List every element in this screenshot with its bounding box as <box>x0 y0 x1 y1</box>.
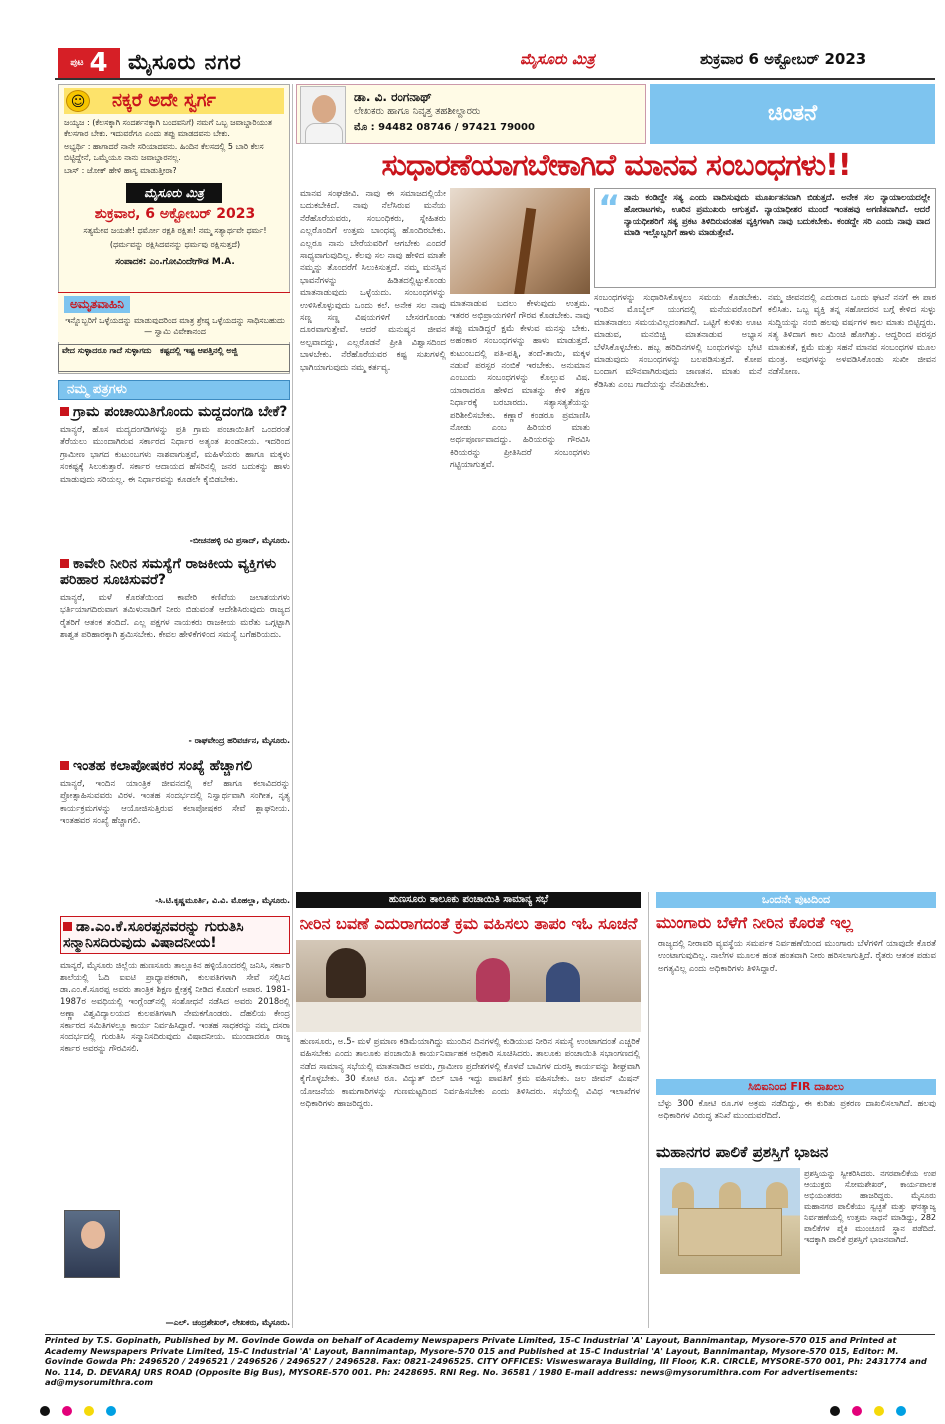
page-label: ಪುಟ <box>70 58 84 68</box>
continued-banner: ಒಂದನೇ ಪುಟದಿಂದ <box>656 892 936 908</box>
hunasur-headline: ನೀರಿನ ಬವಣೆ ಎದುರಾಗದಂತೆ ಕ್ರಮ ವಹಿಸಲು ತಾಪಂ ಇಓ ಸೂಚನೆ <box>299 914 638 933</box>
motto: ಸತ್ಯಮೇವ ಜಯತೇ! ಧರ್ಮೋ ರಕ್ಷತಿ ರಕ್ಷಿತಃ! ನಮ್ಮ ಸತ್ಯಾರ್ಥವೇ ಧರ್ಮ! <box>83 226 267 235</box>
hunasur-banner: ಹುಣಸೂರು ತಾಲೂಕು ಪಂಚಾಯಿತಿ ಸಾಮಾನ್ಯ ಸಭೆ <box>296 892 641 908</box>
amrutha-quote: ಇನ್ನೊಬ್ಬರಿಗೆ ಒಳ್ಳೆಯದನ್ನು ಮಾಡುವುದರಿಂದ ಮಾತ್ರ ಶ್ರೇಷ್ಠ ಒಳ್ಳೆಯದನ್ನು ಸಾಧಿಸಬಹುದು — ಸ್ವಾಮಿ ವಿವೇಕಾನಂದ <box>65 316 285 336</box>
letter-4-signature: —ಎಲ್. ಚಂದ್ರಶೇಖರ್, ಲೇಖಕರು, ಮೈಸೂರು. <box>165 1318 290 1327</box>
article-col-2: ಮಾತನಾಡುವ ಬದಲು ಕೇಳುವುದು ಉತ್ತಮ. ಇತರರ ಅಭಿಪ್ರಾಯಗಳಿಗೆ ಗೌರವ ಕೊಡಬೇಕು. ನಾವು ತಪ್ಪು ಮಾಡಿದ್ದರೆ ಕ್ಷಮೆ ಕೇಳುವ ಮನಸ್ಸು ಬೇಕು. ಅಹಂಕಾರ ಸಂಬಂಧಗಳನ್ನು ಹಾಳು ಮಾಡುತ್ತದೆ. ಕುಟುಂಬದಲ್ಲಿ ಪತಿ-ಪತ್ನಿ, ತಂದೆ-ತಾಯಿ, ಮಕ್ಕಳ ನಡುವೆ ಪರಸ್ಪರ ನಂಬಿಕೆ ಇರಬೇಕು. ಅನುಮಾನ ಎಂಬುದು ಸಂಬಂಧಗಳನ್ನು ಕೊಲ್ಲುವ ವಿಷ. ಯಾರಾದರೂ ಹೇಳಿದ ಮಾತನ್ನು ಕೇಳಿ ತಕ್ಷಣ ನಿರ್ಧಾರಕ್ಕೆ ಬರಬಾರದು. ಸತ್ಯಾಸತ್ಯತೆಯನ್ನು ಪರಿಶೀಲಿಸಬೇಕು. ಕಣ್ಣಾರೆ ಕಂಡರೂ ಪ್ರಮಾಣಿಸಿ ನೋಡು ಎಂಬ ಹಿರಿಯರ ಮಾತು ಅರ್ಥಪೂರ್ಣವಾದದ್ದು. ಹಿರಿಯರನ್ನು ಗೌರವಿಸಿ ಕಿರಿಯರನ್ನು ಪ್ರೀತಿಸಿದರೆ ಸಂಬಂಧಗಳು ಗಟ್ಟಿಯಾಗುತ್ತವೆ. <box>450 299 590 471</box>
proverb-right: ಕಷ್ಟದಲ್ಲಿ ಇಷ್ಟ ಆಪತ್ತಿನಲ್ಲಿ ಅಜ್ಜಿ <box>160 346 238 355</box>
masthead-logo: ಮೈಸೂರು ಮಿತ್ರ <box>520 50 595 68</box>
laughing-face-icon: ☺ <box>66 90 90 112</box>
palike-building-photo <box>660 1168 800 1274</box>
registration-dot <box>106 1406 116 1416</box>
article-col-3: ಸಂಬಂಧಗಳನ್ನು ಸುಧಾರಿಸಿಕೊಳ್ಳಲು ಸಮಯ ಕೊಡಬೇಕು. ಇಂದಿನ ಮೊಬೈಲ್ ಯುಗದಲ್ಲಿ ಮನೆಯವರೊಂದಿಗೆ ಮಾತನಾಡಲು ಸಮಯವಿಲ್ಲದಂತಾಗಿದೆ. ಒಟ್ಟಿಗೆ ಕುಳಿತು ಊಟ ಮಾಡುವ, ಮನಬಿಚ್ಚಿ ಮಾತನಾಡುವ ಅಭ್ಯಾಸ ಬೆಳೆಸಿಕೊಳ್ಳಬೇಕು. ಹಬ್ಬ ಹರಿದಿನಗಳಲ್ಲಿ ಬಂಧುಗಳನ್ನು ಭೇಟಿ ಮಾಡುವುದು ಸಂಬಂಧಗಳನ್ನು ಬಲಪಡಿಸುತ್ತದೆ. ಕೋಪ ಬಂದಾಗ ಮೌನವಾಗಿರುವುದು ಜಾಣತನ. ಮಾತು ಮನೆ ಕೆಡಿಸಿತು ಎಂಬ ಗಾದೆಯನ್ನು ನೆನಪಿಡಬೇಕು. <box>594 293 762 390</box>
meeting-photo <box>296 940 641 1032</box>
letter-3-signature: -ಸಿ.ಟಿ.ಕೃಷ್ಣಮೂರ್ತಿ, ವಿ.ವಿ. ಮೊಹಲ್ಲಾ, ಮೈಸೂರು. <box>155 896 290 905</box>
registration-dot <box>62 1406 72 1416</box>
letter-1-heading: ಗ್ರಾಮ ಪಂಚಾಯಿತಿಗೊಂದು ಮದ್ದದಂಗಡಿ ಬೇಕೆ? <box>60 404 290 420</box>
mungaru-body: ರಾಜ್ಯದಲ್ಲಿ ನೀರಾವರಿ ವ್ಯವಸ್ಥೆಯ ಸಮರ್ಪಕ ನಿರ್ವಹಣೆಯಿಂದ ಮುಂಗಾರು ಬೆಳೆಗಳಿಗೆ ಯಾವುದೇ ಕೊರತೆ ಉಂಟಾಗುವುದಿಲ್ಲ. ನಾಲೆಗಳ ಮೂಲಕ ಹಂತ ಹಂತವಾಗಿ ನೀರು ಹರಿಸಲಾಗುತ್ತಿದೆ. ರೈತರು ಆತಂಕ ಪಡುವ ಅಗತ್ಯವಿಲ್ಲ ಎಂದು ಅಧಿಕಾರಿಗಳು ತಿಳಿಸಿದ್ದಾರೆ. <box>658 939 936 974</box>
author-photo <box>300 86 346 144</box>
registration-dot <box>830 1406 840 1416</box>
registration-dot <box>896 1406 906 1416</box>
registration-dot <box>874 1406 884 1416</box>
article-headline: ಸುಧಾರಣೆಯಾಗಬೇಕಾಗಿದೆ ಮಾನವ ಸಂಬಂಧಗಳು!! <box>381 148 851 183</box>
fir-body: ಬೆಳ್ಳು 300 ಕೋಟಿ ರೂ.ಗಳ ಅಕ್ರಮ ನಡೆದಿದ್ದು, ಈ ಕುರಿತು ಪ್ರಕರಣ ದಾಖಲಿಸಲಾಗಿದೆ. ಹಲವು ಅಧಿಕಾರಿಗಳ ವಿರುದ್ಧ ತನಿಖೆ ಮುಂದುವರೆದಿದೆ. <box>658 1099 936 1122</box>
letter-2-heading: ಕಾವೇರಿ ನೀರಿನ ಸಮಸ್ಯೆಗೆ ರಾಜಕೀಯ ವ್ಯಕ್ತಿಗಳು ಪರಿಹಾರ ಸೂಚಿಸುವರೆ? <box>60 556 277 588</box>
author-role: ಲೇಖಕರು ಹಾಗೂ ನಿವೃತ್ತ ತಹಶೀಲ್ದಾರರು <box>354 106 481 117</box>
pull-quote: ನಾನು ಕಂಡಿದ್ದೇ ಸತ್ಯ ಎಂದು ವಾದಿಸುವುದು ಮೂರ್ಖತನವಾಗಿ ಬಿಡುತ್ತದೆ. ಅನೇಕ ಸಲ ನ್ಯಾಯಾಲಯದಲ್ಲೇ ಹೋರಾಟಗಳು, ಊರಿನ ಪ್ರಮುಖರು ಆಗುತ್ತವೆ. ನ್ಯಾಯಾಧೀಶರ ಮುಂದೆ ಇಂತಹವು ಅಗಣಿತವಾಗಿದೆ. ಆದರೆ ನ್ಯಾಯಧೀಶರಿಗೆ ಸತ್ಯ ಪ್ರಕಟ ತಿಳಿದಿರುವಂತಹ ವ್ಯಕ್ತಿಗಳಾಗಿ ನಾವು ಬದುಕಬೇಕು. ಕಂಡದ್ದೇ ಸರಿ ಎಂದು ನಾವು ವಾದ ಮಾಡಿ ಇಲ್ಲೊಬ್ಬರಿಗೆ ಹಾಳು ಮಾಡುತ್ತೇವೆ. <box>624 192 930 238</box>
proverb-left: ವೇದ ಸುಳ್ಳಾದರೂ ಗಾದೆ ಸುಳ್ಳಾಗದು <box>62 346 152 355</box>
joke-line-1: ಜಯ್ಯಜ : (ಕೆಲಸಕ್ಕಾಗಿ ಸಂದರ್ಶನಕ್ಕಾಗಿ ಬಂದವನಿಗೆ) ನಮಗೆ ಒಬ್ಬ ಜವಾಬ್ದಾರಿಯುತ ಕೆಲಸಗಾರ ಬೇಕು. ಇದುವರೆಗೂ ಎಂದು ತಪ್ಪು ಮಾಡದವನು ಬೇಕು. <box>64 118 273 138</box>
joke-line-3: ಬಾಸ್ : ಜೋಕ್ ಹೇಳಿ ಹಾಸ್ಯ ಮಾಡುತ್ತೀರಾ? <box>64 166 177 175</box>
registration-dot <box>852 1406 862 1416</box>
palike-body: ಪ್ರಶಸ್ತಿಯನ್ನು ಸ್ವೀಕರಿಸಿದರು. ನಗರಪಾಲಿಕೆಯ ಉಪ ಆಯುಕ್ತರು ಸೋಮಶೇಖರ್, ಕಾರ್ಯಪಾಲಕ ಅಭಿಯಂತರರು ಹಾಜರಿದ್ದರು. ಮೈಸೂರು ಮಹಾನಗರ ಪಾಲಿಕೆಯು ಸ್ವಚ್ಛತೆ ಮತ್ತು ಘನತ್ಯಾಜ್ಯ ನಿರ್ವಹಣೆಯಲ್ಲಿ ಉತ್ತಮ ಸಾಧನೆ ಮಾಡಿದ್ದು, 282 ಪಾಲಿಕೆಗಳ ಪೈಕಿ ಮುಂಚೂಣಿ ಸ್ಥಾನ ಪಡೆದಿದೆ. ಇದಕ್ಕಾಗಿ ಪಾಲಿಕೆ ಪ್ರಶಸ್ತಿಗೆ ಭಾಜನವಾಗಿದೆ. <box>804 1169 936 1244</box>
registration-dot <box>40 1406 50 1416</box>
mungaru-headline: ಮುಂಗಾರು ಬೆಳೆಗೆ ನೀರಿನ ಕೊರತೆ ಇಲ್ಲ <box>656 913 853 932</box>
quote-mark-icon: “ <box>598 188 621 228</box>
hunasur-body: ಹುಣಸೂರು, ಅ.5- ಮಳೆ ಪ್ರಮಾಣ ಕಡಿಮೆಯಾಗಿದ್ದು ಮುಂದಿನ ದಿನಗಳಲ್ಲಿ ಕುಡಿಯುವ ನೀರಿನ ಸಮಸ್ಯೆ ಉಂಟಾಗದಂತೆ ಎಚ್ಚರಿಕೆ ವಹಿಸಬೇಕು ಎಂದು ತಾಲೂಕು ಪಂಚಾಯಿತಿ ಕಾರ್ಯನಿರ್ವಾಹಕ ಅಧಿಕಾರಿ ಸೂಚಿಸಿದರು. ತಾಲೂಕು ಪಂಚಾಯಿತಿ ಸಭಾಂಗಣದಲ್ಲಿ ನಡೆದ ಸಾಮಾನ್ಯ ಸಭೆಯಲ್ಲಿ ಮಾತನಾಡಿದ ಅವರು, ಗ್ರಾಮೀಣ ಪ್ರದೇಶಗಳಲ್ಲಿ ಕೊಳವೆ ಬಾವಿಗಳ ದುರಸ್ತಿ ಕಾರ್ಯವನ್ನು ಶೀಘ್ರವಾಗಿ ಕೈಗೊಳ್ಳಬೇಕು. 30 ಕೋಟಿ ರೂ. ವಿದ್ಯುತ್ ಬಿಲ್ ಬಾಕಿ ಇದ್ದು ಪಾವತಿಗೆ ಕ್ರಮ ವಹಿಸಬೇಕು. ಜಲ ಜೀವನ್ ಮಿಷನ್ ಯೋಜನೆಯ ಕಾಮಗಾರಿಗಳನ್ನು ಗುಣಮಟ್ಟದಿಂದ ನಿರ್ವಹಿಸಬೇಕು ಎಂದು ತಿಳಿಸಿದರು. ಸಭೆಯಲ್ಲಿ ವಿವಿಧ ಇಲಾಖೆಗಳ ಅಧಿಕಾರಿಗಳು ಹಾಜರಿದ್ದರು. <box>300 1037 640 1110</box>
letter-3-heading: ಇಂತಹ ಕಲಾಪೋಷಕರ ಸಂಖ್ಯೆ ಹೆಚ್ಚಾಗಲಿ <box>60 758 290 774</box>
page-number: 4 <box>89 48 108 78</box>
imprint-footer: Printed by T.S. Gopinath, Published by M. Govinde Gowda on behalf of Academy Newspapers Private Limited, 15-C Industrial 'A' Layout, Bannimantap, Mysore-570 015 and Printed at Academy Newspapers Private Limited, 15-C Industrial 'A' Layout, Bannimantap, Mysore-570 015 and Published at 15-C Industrial 'A' Layout, Bannimantap, Mysore-570 015, Editor: M. Govinde Gowda Ph: 2496520 / 2496521 / 2496526 / 2496527 / 2496528. Fax: 0821-2496525. CITY OFFICES: Visweswaraya Building, III Floor, K.R. CIRCLE, MYSORE-570 001, Ph: 2431774 and No. 114, D. DEVARAJ URS ROAD (Opposite Big Bus), MYSORE-570 001. Ph: 2428695. RNI Reg. No. 36581 / 1980 E-mail address: news@mysorumithra.com For advertisements: ad@mysorumithra.com <box>45 1334 935 1386</box>
palike-headline: ಮಹಾನಗರ ಪಾಲಿಕೆ ಪ್ರಶಸ್ತಿಗೆ ಭಾಜನ <box>656 1143 829 1161</box>
nakkare-title: ನಕ್ಕರೆ ಅದೇ ಸ್ವರ್ಗ <box>64 88 284 114</box>
header-date: ಶುಕ್ರವಾರ 6 ಅಕ್ಟೋಬರ್ 2023 <box>700 50 867 68</box>
letter-4-body: ಮಾನ್ಯರೆ, ಮೈಸೂರು ಜಿಲ್ಲೆಯ ಹುಣಸೂರು ತಾಲ್ಲೂಕಿನ ಹಳ್ಳಿಯೊಂದರಲ್ಲಿ ಜನಿಸಿ, ಸರ್ಕಾರಿ ಶಾಲೆಯಲ್ಲಿ ಓದಿ ಐಐಟಿ ಪ್ರಾಧ್ಯಾಪಕರಾಗಿ, ಕುಲಪತಿಗಳಾಗಿ ಸೇವೆ ಸಲ್ಲಿಸಿದ ಡಾ.ಎಂ.ಕೆ.ಸೂರಪ್ಪ ಅವರು ತಾಂತ್ರಿಕ ಶಿಕ್ಷಣ ಕ್ಷೇತ್ರಕ್ಕೆ ನೀಡಿದ ಕೊಡುಗೆ ಅಪಾರ. 1981-1987ರ ಅವಧಿಯಲ್ಲಿ ಇಂಗ್ಲೆಂಡ್‌ನಲ್ಲಿ ಸಂಶೋಧನೆ ನಡೆಸಿದ ಅವರು 2018ರಲ್ಲಿ ಅಣ್ಣಾ ವಿಶ್ವವಿದ್ಯಾಲಯದ ಕುಲಪತಿಗಳಾಗಿ ನೇಮಕಗೊಂಡರು. ದೆಹಲಿಯ ಕೇಂದ್ರ ಸರ್ಕಾರದ ಸಮಿತಿಗಳಲ್ಲೂ ಕಾರ್ಯ ನಿರ್ವಹಿಸಿದ್ದಾರೆ. ಇಂತಹ ಸಾಧಕರನ್ನು ನಮ್ಮ ದಸರಾ ಸಂದರ್ಭದಲ್ಲಿ ಗುರುತಿಸಿ ಸನ್ಮಾನಿಸದಿರುವುದು ವಿಷಾದನೀಯ. ಮುಂದಾದರೂ ರಾಜ್ಯ ಸರ್ಕಾರ ಅವರನ್ನು ಗೌರವಿಸಲಿ. <box>60 960 290 1054</box>
author-name: ಡಾ. ವಿ. ರಂಗನಾಥ್ <box>354 90 432 104</box>
mini-date: ಶುಕ್ರವಾರ, 6 ಅಕ್ಟೋಬರ್ 2023 <box>94 206 256 222</box>
amrutha-title: ಅಮೃತವಾಹಿನಿ <box>64 296 130 313</box>
mini-masthead: ಮೈಸೂರು ಮಿತ್ರ <box>126 183 222 203</box>
letter-1-body: ಮಾನ್ಯರೆ, ಹೊಸ ಮದ್ಯದಂಗಡಿಗಳನ್ನು ಪ್ರತಿ ಗ್ರಾಮ ಪಂಚಾಯಿತಿಗೆ ಒಂದರಂತೆ ತೆರೆಯಲು ಮುಂದಾಗಿರುವ ಸರ್ಕಾರದ ನಿರ್ಧಾರ ಅತ್ಯಂತ ಖಂಡನೀಯ. ಇದರಿಂದ ಗ್ರಾಮೀಣ ಭಾಗದ ಕುಟುಂಬಗಳು ನಾಶವಾಗುತ್ತವೆ, ಮಹಿಳೆಯರು ಹಾಗೂ ಮಕ್ಕಳು ಸಂಕಷ್ಟಕ್ಕೆ ಸಿಲುಕುತ್ತಾರೆ. ಸರ್ಕಾರ ಆದಾಯದ ಹೆಸರಿನಲ್ಲಿ ಜನರ ಬದುಕನ್ನು ಹಾಳು ಮಾಡುವುದು ಸರಿಯಲ್ಲ. ಈ ನಿರ್ಧಾರವನ್ನು ಕೂಡಲೇ ಕೈಬಿಡಬೇಕು. <box>60 425 290 485</box>
fir-subhead: ಸಿಬಿಐನಿಂದ FIR ದಾಖಲು <box>656 1079 936 1095</box>
letter-2-body: ಮಾನ್ಯರೆ, ಮಳೆ ಕೊರತೆಯಿಂದ ಕಾವೇರಿ ಕಣಿವೆಯ ಜಲಾಶಯಗಳು ಭರ್ತಿಯಾಗದಿರುವಾಗ ತಮಿಳುನಾಡಿಗೆ ನೀರು ಬಿಡುವಂತೆ ಆದೇಶಿಸಿರುವುದು ರಾಜ್ಯದ ರೈತರಿಗೆ ಆತಂಕ ತಂದಿದೆ. ಎಲ್ಲ ಪಕ್ಷಗಳ ನಾಯಕರು ರಾಜಕೀಯ ಮರೆತು ಒಗ್ಗಟ್ಟಾಗಿ ಶಾಶ್ವತ ಪರಿಹಾರಕ್ಕಾಗಿ ಶ್ರಮಿಸಬೇಕು. ಕೇವಲ ಹೇಳಿಕೆಗಳಿಂದ ಸಮಸ್ಯೆ ಬಗೆಹರಿಯದು. <box>60 593 290 641</box>
page-number-badge <box>58 48 120 78</box>
section-title: ಮೈಸೂರು ನಗರ <box>128 50 242 74</box>
author-phone: ಮೊ : 94482 08746 / 97421 79000 <box>354 122 535 133</box>
letter-3-body: ಮಾನ್ಯರೆ, ಇಂದಿನ ಯಾಂತ್ರಿಕ ಜೀವನದಲ್ಲಿ ಕಲೆ ಹಾಗೂ ಕಲಾವಿದರನ್ನು ಪ್ರೋತ್ಸಾಹಿಸುವವರು ವಿರಳ. ಇಂತಹ ಸಂದರ್ಭದಲ್ಲಿ ನಿಸ್ವಾರ್ಥವಾಗಿ ಸಂಗೀತ, ನೃತ್ಯ ಕಾರ್ಯಕ್ರಮಗಳನ್ನು ಆಯೋಜಿಸುತ್ತಿರುವ ಕಲಾಪೋಷಕರ ಸೇವೆ ಶ್ಲಾಘನೀಯ. ಇಂತಹವರ ಸಂಖ್ಯೆ ಹೆಚ್ಚಾಗಲಿ. <box>60 779 290 827</box>
joke-line-2: ಅಭ್ಯರ್ಥಿ : ಹಾಗಾದರೆ ನಾನೇ ಸರಿಯಾದವನು. ಹಿಂದಿನ ಕೆಲಸದಲ್ಲಿ 5 ಬಾರಿ ಕೆಲಸ ಬಿಟ್ಟಿದ್ದೇನೆ, ಒಮ್ಮೆಯೂ ನಾನು ಜವಾಬ್ದಾರನಲ್ಲ. <box>64 142 264 162</box>
letter-4-heading: ಡಾ.ಎಂ.ಕೆ.ಸೂರಪ್ಪನವರನ್ನು ಗುರುತಿಸಿ ಸನ್ಮಾನಿಸದಿರುವುದು ವಿಷಾದನೀಯ! <box>60 916 290 954</box>
editor-line: ಸಂಪಾದಕ: ಎಂ.ಗೋವಿಂದೇಗೌಡ M.A. <box>115 257 235 267</box>
registration-dot <box>84 1406 94 1416</box>
motto-translation: (ಧರ್ಮವನ್ನು ರಕ್ಷಿಸಿದವನನ್ನು ಧರ್ಮವು ರಕ್ಷಿಸುತ್ತದೆ) <box>109 240 241 249</box>
letters-section-title: ನಮ್ಮ ಪತ್ರಗಳು <box>58 380 290 400</box>
column-label: ಚಿಂತನೆ <box>650 84 935 144</box>
elderly-hands-photo <box>450 188 590 294</box>
letter-1-signature: -ಬೀಚನಹಳ್ಳಿ ರವಿ ಪ್ರಸಾದ್, ಮೈಸೂರು. <box>189 536 290 545</box>
article-col-4: ನಮ್ಮ ಜೀವನದಲ್ಲಿ ಎದುರಾದ ಒಂದು ಘಟನೆ ನನಗೆ ಈ ಪಾಠ ಕಲಿಸಿತು. ಒಬ್ಬ ವ್ಯಕ್ತಿ ತನ್ನ ಸಹೋದರನ ಬಗ್ಗೆ ಕೇಳಿದ ಸುಳ್ಳು ಸುದ್ದಿಯನ್ನು ನಂಬಿ ಹಲವು ವರ್ಷಗಳ ಕಾಲ ಮಾತು ಬಿಟ್ಟಿದ್ದರು. ಸತ್ಯ ತಿಳಿದಾಗ ಕಾಲ ಮಿಂಚಿ ಹೋಗಿತ್ತು. ಆದ್ದರಿಂದ ಪರಸ್ಪರ ಮಾತುಕತೆ, ಕ್ಷಮೆ ಮತ್ತು ಸಹನೆ ಮಾನವ ಸಂಬಂಧಗಳ ಮೂಲ ಮಂತ್ರ. ಅವುಗಳನ್ನು ಅಳವಡಿಸಿಕೊಂಡು ಸುಖೀ ಜೀವನ ನಡೆಸೋಣ. <box>768 293 936 378</box>
article-col-1: ಮಾನವ ಸಂಘಜೀವಿ. ನಾವು ಈ ಸಮಾಜದಲ್ಲಿಯೇ ಬದುಕಬೇಕಿದೆ. ನಾವು ನೆಲೆಸಿರುವ ಮನೆಯ ನೆರೆಹೊರೆಯವರು, ಸಂಬಂಧಿಕರು, ಸ್ನೇಹಿತರು ಎಲ್ಲರೊಂದಿಗೆ ಉತ್ತಮ ಬಾಂಧವ್ಯ ಹೊಂದಿರಬೇಕು. ಎಲ್ಲರೂ ನಾನು ಬೇರೆಯವರಿಗೆ ಆಗಬೇಕು ಎಂದರೆ ಸಾಧ್ಯವಾಗುವುದಿಲ್ಲ. ಕೆಲವು ಸಲ ನಾವು ಹೇಳಿದ ಮಾತೇ ನಮ್ಮನ್ನು ತೊಂದರೆಗೆ ಸಿಲುಕಿಸುತ್ತದೆ. ನಮ್ಮ ಮನಸ್ಸಿನ ಭಾವನೆಗಳನ್ನು ಹಿಡಿತದಲ್ಲಿಟ್ಟುಕೊಂಡು ಮಾತನಾಡುವುದು ಒಳ್ಳೆಯದು. ಸಂಬಂಧಗಳನ್ನು ಉಳಿಸಿಕೊಳ್ಳುವುದು ಒಂದು ಕಲೆ. ಅನೇಕ ಸಲ ನಾವು ಸಣ್ಣ ಸಣ್ಣ ವಿಷಯಗಳಿಗೆ ಬೇಸರಗೊಂಡು ದೂರವಾಗುತ್ತೇವೆ. ಆದರೆ ಮನುಷ್ಯನ ಜೀವನ ಅಲ್ಪವಾದದ್ದು, ಎಲ್ಲರೊಡನೆ ಪ್ರೀತಿ ವಿಶ್ವಾಸದಿಂದ ಬಾಳಬೇಕು. ನೆರೆಹೊರೆಯವರ ಕಷ್ಟ ಸುಖಗಳಲ್ಲಿ ಭಾಗಿಯಾಗುವುದು ನಮ್ಮ ಕರ್ತವ್ಯ. <box>300 189 446 373</box>
letter-2-signature: - ರಾಘವೇಂದ್ರ ಹರಿವರ್ಚನ, ಮೈಸೂರು. <box>188 736 290 745</box>
